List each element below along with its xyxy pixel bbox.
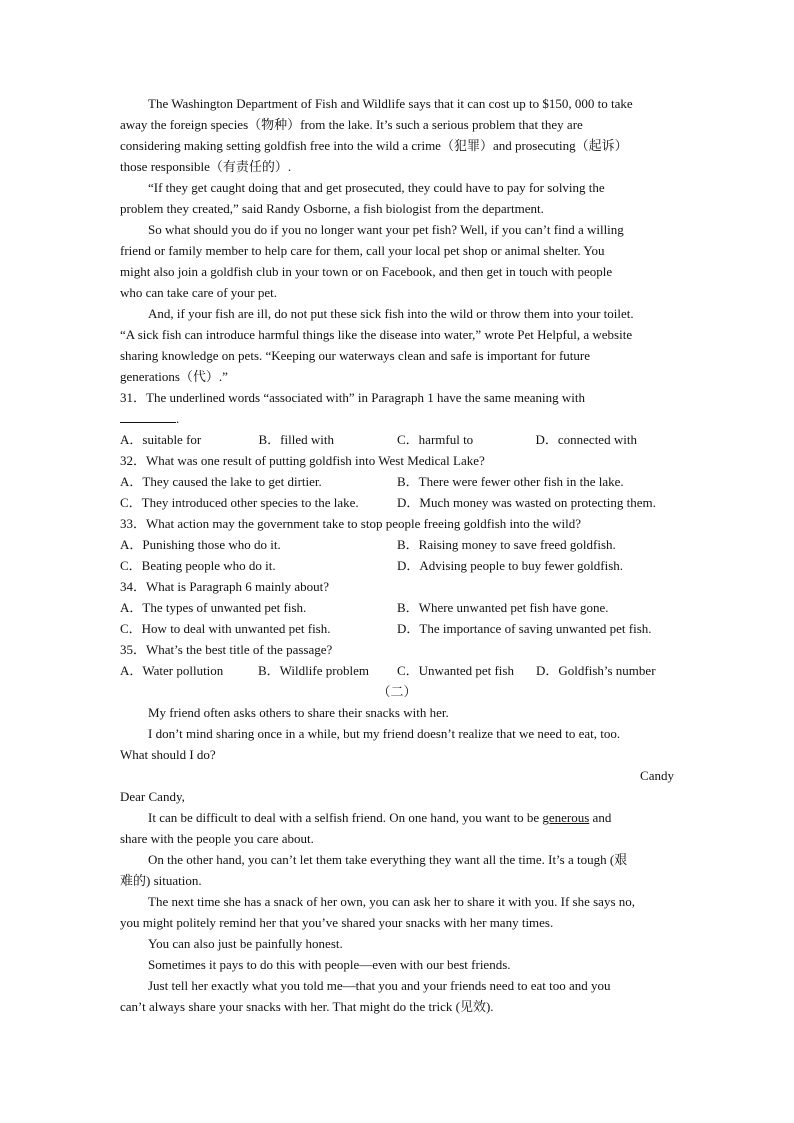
p2-line-1: “If they get caught doing that and get prosecuted, they could have to pay for solving the <box>148 180 605 195</box>
document-page <box>120 93 674 1017</box>
q33-options-row-2 <box>120 555 674 576</box>
q31-tail: . <box>176 411 180 426</box>
answer-para-1-pre: It can be difficult to deal with a selfish friend. On one hand, you want to be <box>148 810 543 825</box>
letter-greeting: Dear Candy, <box>120 789 185 804</box>
p4-line-1: And, if your fish are ill, do not put these sick fish into the wild or throw them into your toilet. <box>148 306 634 321</box>
q32-option-c: C．They introduced other species to the lake. <box>120 495 359 510</box>
answer-para-6-line-2: can’t always share your snacks with her. That might do the trick (见效). <box>120 999 494 1014</box>
q31-blank-line <box>120 408 674 429</box>
q35-stem: 35．What’s the best title of the passage? <box>120 642 333 657</box>
q35-option-b: B．Wildlife problem <box>258 663 370 678</box>
answer-para-2-line-1: On the other hand, you can’t let them take everything they want all the time. It’s a tough (艰 <box>148 852 628 867</box>
p3-line-4: who can take care of your pet. <box>120 285 278 300</box>
letter-signature: Candy <box>640 768 674 783</box>
q33-option-c: C．Beating people who do it. <box>120 558 276 573</box>
q34-options-row-1 <box>120 597 674 618</box>
q34-option-d: D．The importance of saving unwanted pet fish. <box>397 621 652 636</box>
q34-option-c: C．How to deal with unwanted pet fish. <box>120 621 331 636</box>
q34-option-b: B．Where unwanted pet fish have gone. <box>397 600 609 615</box>
q33-option-a: A．Punishing those who do it. <box>120 537 281 552</box>
q33-options-row-1 <box>120 534 674 555</box>
answer-para-3-line-2: you might politely remind her that you’ve shared your snacks with her many times. <box>120 915 554 930</box>
q31-options <box>120 429 674 450</box>
p4-line-2: “A sick fish can introduce harmful things like the disease into water,” wrote Pet Helpful, a website <box>120 327 633 342</box>
answer-para-1-line-2: share with the people you care about. <box>120 831 314 846</box>
p4-line-3: sharing knowledge on pets. “Keeping our waterways clean and safe is important for future <box>120 348 591 363</box>
q31-option-c: C．harmful to <box>397 432 474 447</box>
p4-line-4: generations（代）.” <box>120 369 228 384</box>
q33-stem: 33．What action may the government take to stop people freeing goldfish into the wild? <box>120 516 582 531</box>
answer-para-5: Sometimes it pays to do this with people—even with our best friends. <box>148 957 511 972</box>
q31-option-d: D．connected with <box>535 432 637 447</box>
p1-line-2: away the foreign species（物种）from the lake. It’s such a serious problem that they are <box>120 117 583 132</box>
q32-stem: 32．What was one result of putting goldfish into West Medical Lake? <box>120 453 485 468</box>
answer-para-6-line-1: Just tell her exactly what you told me—that you and your friends need to eat too and you <box>148 978 611 993</box>
underlined-word: generous <box>542 810 590 825</box>
answer-blank <box>120 409 176 423</box>
letter-question-2a: I don’t mind sharing once in a while, but my friend doesn’t realize that we need to eat, too. <box>148 726 621 741</box>
answer-para-3-line-1: The next time she has a snack of her own, you can ask her to share it with you. If she says no, <box>148 894 636 909</box>
q31-option-b: B．filled with <box>258 432 334 447</box>
q34-options-row-2 <box>120 618 674 639</box>
p1-line-3: considering making setting goldfish free into the wild a crime（犯罪）and prosecuting（起诉） <box>120 138 628 153</box>
p3-line-1: So what should you do if you no longer want your pet fish? Well, if you can’t find a willing <box>148 222 624 237</box>
q32-option-b: B．There were fewer other fish in the lake. <box>397 474 624 489</box>
p3-line-3: might also join a goldfish club in your town or on Facebook, and then get in touch with people <box>120 264 613 279</box>
q35-option-a: A．Water pollution <box>120 663 224 678</box>
p2-line-2: problem they created,” said Randy Osborne, a fish biologist from the department. <box>120 201 544 216</box>
q31-option-a: A．suitable for <box>120 432 202 447</box>
q31-stem: 31．The underlined words “associated with” in Paragraph 1 have the same meaning with <box>120 390 585 405</box>
p3-line-2: friend or family member to help care for them, call your local pet shop or animal shelter. You <box>120 243 605 258</box>
p1-line-1: The Washington Department of Fish and Wildlife says that it can cost up to $150, 000 to take <box>148 96 633 111</box>
q33-option-b: B．Raising money to save freed goldfish. <box>397 537 616 552</box>
answer-para-1-line-1 <box>120 807 674 828</box>
q33-option-d: D．Advising people to buy fewer goldfish. <box>397 558 624 573</box>
answer-para-2-line-2: 难的) situation. <box>120 873 202 888</box>
q35-option-d: D．Goldfish’s number <box>536 663 656 678</box>
answer-para-4: You can also just be painfully honest. <box>148 936 343 951</box>
letter-question-1: My friend often asks others to share their snacks with her. <box>148 705 449 720</box>
p1-line-4: those responsible（有责任的）. <box>120 159 292 174</box>
q32-options-row-2 <box>120 492 674 513</box>
answer-para-1-post: and <box>589 810 612 825</box>
q34-stem: 34．What is Paragraph 6 mainly about? <box>120 579 330 594</box>
q32-options-row-1 <box>120 471 674 492</box>
letter-question-2b: What should I do? <box>120 747 216 762</box>
q32-option-a: A．They caused the lake to get dirtier. <box>120 474 322 489</box>
section-heading: （二） <box>377 684 417 699</box>
q35-options <box>120 660 674 681</box>
q34-option-a: A．The types of unwanted pet fish. <box>120 600 307 615</box>
q32-option-d: D．Much money was wasted on protecting them. <box>397 495 656 510</box>
q35-option-c: C．Unwanted pet fish <box>397 663 514 678</box>
